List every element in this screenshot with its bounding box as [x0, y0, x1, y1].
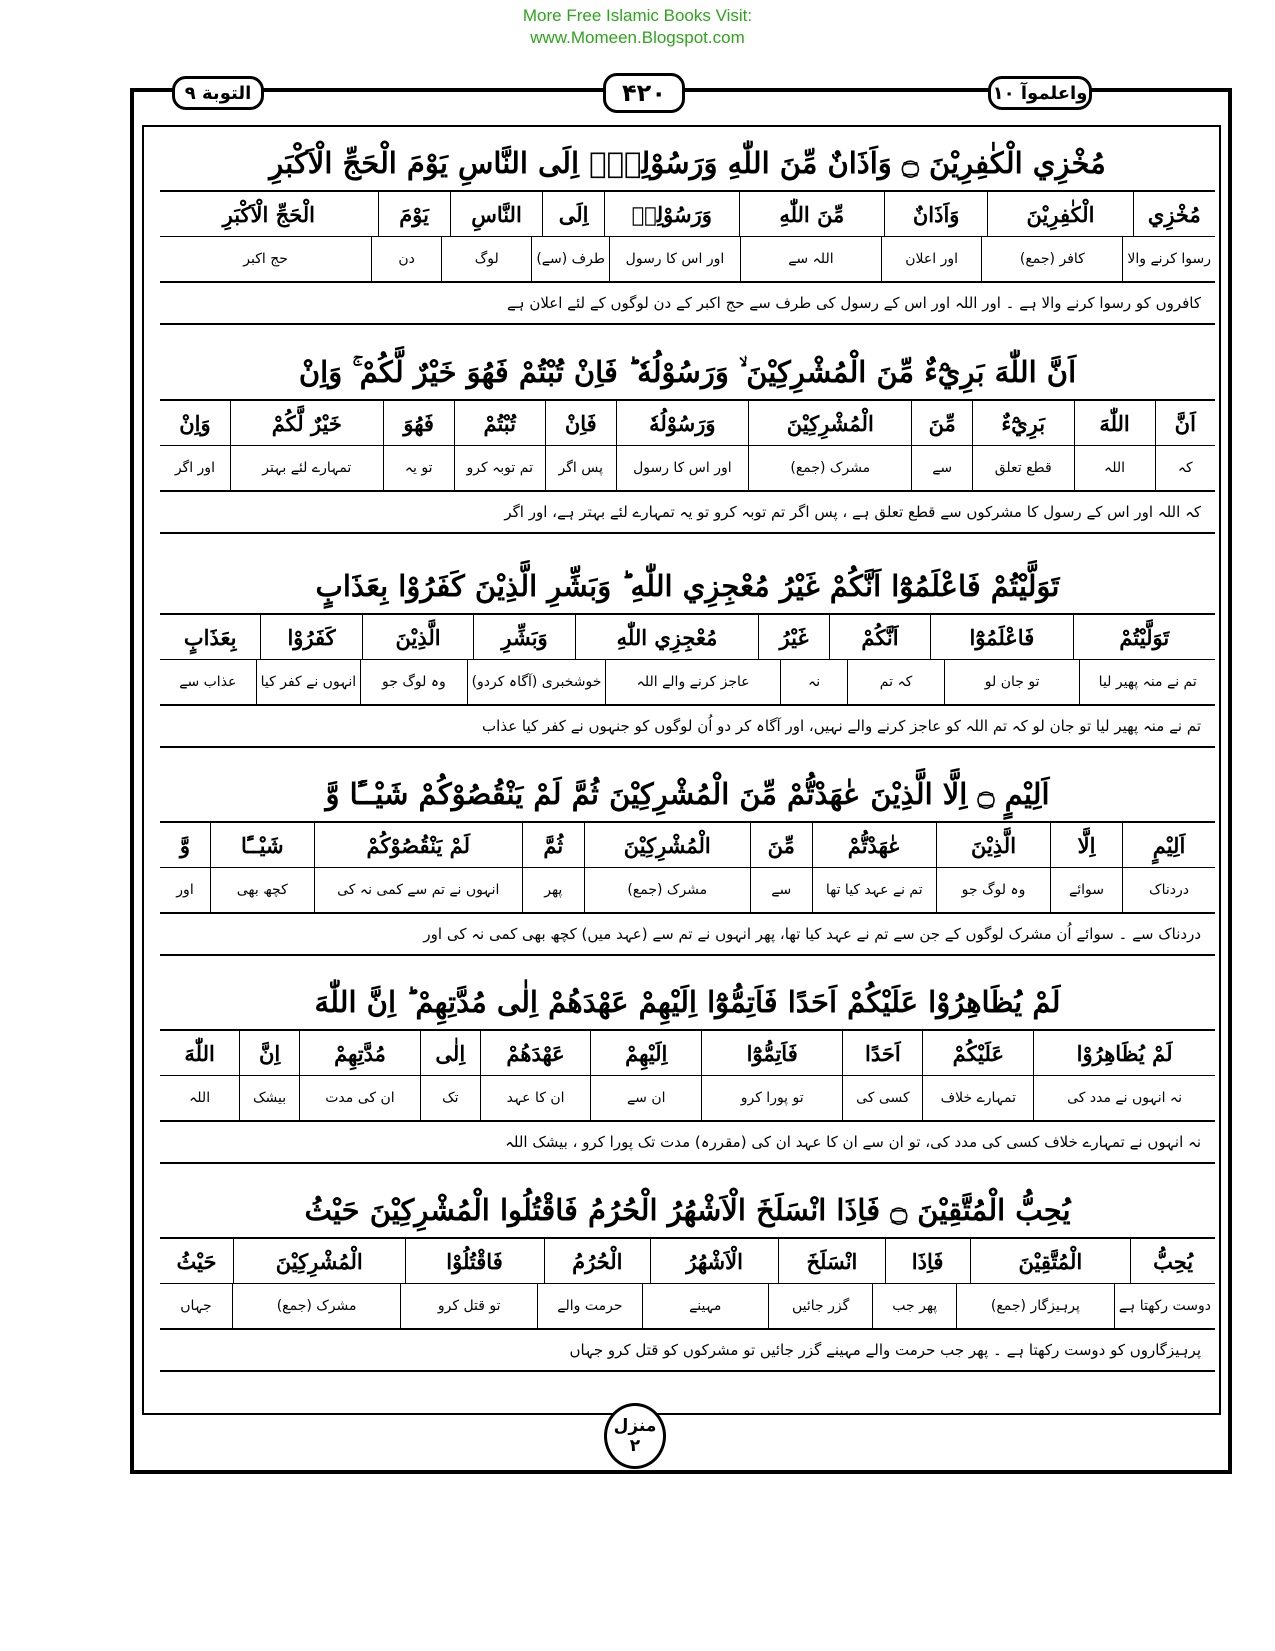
word-by-word-grid [160, 399, 1215, 492]
arabic-word-cell: مُخْزِي [1133, 192, 1215, 236]
arabic-word-cell: خَيْرٌ لَّكُمْ [230, 401, 383, 445]
verse-section [160, 136, 1215, 325]
urdu-meaning-cell: تو قتل کرو [400, 1284, 537, 1328]
word-by-word-grid [160, 613, 1215, 706]
urdu-meaning-cell: قطع تعلق [972, 446, 1074, 490]
arabic-word-cell: فَاِذَا [885, 1239, 970, 1283]
urdu-translation-line: نہ انہوں نے تمہارے خلاف کسی کی مدد کی، تو ان سے ان کا عہد ان کی (مقررہ) مدت تک پورا کرو ، بیشک اللہ [160, 1122, 1215, 1164]
word-by-word-grid [160, 1237, 1215, 1330]
urdu-meaning-cell: مہینے [642, 1284, 768, 1328]
urdu-meaning-cell: مشرک (جمع) [748, 446, 911, 490]
arabic-word-cell: وَبَشِّرِ [473, 615, 574, 659]
arabic-words-row [160, 1239, 1215, 1284]
urdu-meaning-cell: عاجز کرنے والے اللہ [605, 660, 780, 704]
urdu-meaning-cell: انہوں نے تم سے کمی نہ کی [314, 868, 523, 912]
manzil-label: منزل [613, 1416, 657, 1436]
urdu-meaning-cell: مشرک (جمع) [232, 1284, 401, 1328]
urdu-meaning-cell: کچھ بھی [210, 868, 314, 912]
para-label: واعلموآ ۱۰ [988, 76, 1092, 110]
urdu-meaning-cell: تو جان لو [944, 660, 1080, 704]
urdu-meaning-cell: گزر جائیں [768, 1284, 873, 1328]
urdu-translation-line: کہ اللہ اور اس کے رسول کا مشرکوں سے قطع تعلق ہے ، پس اگر تم توبہ کرو تو یہ تمہارے لئے بہتر ہے، اور اگر [160, 492, 1215, 534]
urdu-meaning-cell: اللہ سے [740, 237, 881, 281]
arabic-verse-line: اَنَّ اللّٰهَ بَرِيْٓءٌ مِّنَ الْمُشْرِكِيْنَ ۙ وَرَسُوْلُهٗ ؕ فَاِنْ تُبْتُمْ فَهُوَ خَيْرٌ لَّكُمْ ۚ وَاِنْ [298, 354, 1077, 389]
arabic-word-cell: اِلٰى [420, 1031, 480, 1075]
arabic-word-cell: اِلَّا [1050, 823, 1122, 867]
urdu-translation-line: پرہیزگاروں کو دوست رکھتا ہے ۔ پھر جب حرمت والے مہینے گزر جائیں تو مشرکوں کو قتل کرو جہاں [160, 1330, 1215, 1372]
arabic-verse-line: مُخْزِي الْكٰفِرِيْنَ ۝ وَاَذَانٌ مِّنَ اللّٰهِ وَرَسُوْلِهٖٓ اِلَى النَّاسِ يَوْمَ الْحَجِّ الْاَكْبَرِ [269, 146, 1106, 180]
arabic-word-cell: عَلَيْكُمْ [922, 1031, 1033, 1075]
urdu-meaning-cell: ان کا عہد [480, 1076, 591, 1120]
page-number: ۴۲۰ [603, 73, 685, 113]
arabic-word-cell: الْمُتَّقِيْنَ [970, 1239, 1131, 1283]
urdu-meaning-cell: تم نے منہ پھیر لیا [1079, 660, 1215, 704]
word-by-word-grid [160, 821, 1215, 914]
word-by-word-grid [160, 190, 1215, 283]
arabic-word-cell: وَرَسُوْلُهٗ [616, 401, 748, 445]
arabic-word-cell: الْحَجِّ الْاَكْبَرِ [222, 201, 315, 227]
urdu-translation-line: تم نے منہ پھیر لیا تو جان لو کہ تم اللہ کو عاجز کرنے والے نہیں، اور آگاہ کر دو اُن لوگوں کو جنہوں نے کفر کیا عذاب [160, 706, 1215, 748]
arabic-word-cell: بِعَذَابٍ [183, 624, 237, 650]
urdu-meaning-cell: وہ لوگ جو [360, 660, 466, 704]
urdu-translation-line: دردناک سے ۔ سوائے اُن مشرک لوگوں کے جن سے تم نے عہد کیا تھا، پھر انہوں نے تم سے (عہد میں) کچھ بھی کمی نہ کی اور [160, 914, 1215, 956]
arabic-word-cell: الْمُشْرِكِيْنَ [233, 1239, 405, 1283]
arabic-word-cell: اللّٰهَ [1074, 401, 1155, 445]
arabic-word-cell: مِّنَ اللّٰهِ [739, 192, 884, 236]
urdu-meanings-row [160, 1284, 1215, 1328]
arabic-word-cell: اِنَّ [239, 1031, 299, 1075]
urdu-meaning-cell: تو پورا کرو [701, 1076, 842, 1120]
urdu-meanings-row [160, 868, 1215, 912]
urdu-meaning-cell: ان کی مدت [299, 1076, 420, 1120]
arabic-word-cell: انْسَلَخَ [778, 1239, 885, 1283]
arabic-word-cell: تُبْتُمْ [454, 401, 545, 445]
verse-section [160, 345, 1215, 534]
urdu-meaning-cell: وہ لوگ جو [936, 868, 1050, 912]
arabic-word-cell: تَوَلَّيْتُمْ [1073, 615, 1215, 659]
arabic-word-cell: يَوْمَ [378, 192, 450, 236]
arabic-word-cell: الْكٰفِرِيْنَ [987, 192, 1132, 236]
urdu-meaning-cell: اور اگر [174, 460, 215, 476]
arabic-words-row [160, 401, 1215, 446]
verse-section [160, 767, 1215, 956]
arabic-word-cell: اَنَّكُمْ [829, 615, 930, 659]
urdu-meaning-cell: تم توبہ کرو [454, 446, 545, 490]
arabic-word-cell: حَيْثُ [176, 1248, 217, 1274]
arabic-words-row [160, 1031, 1215, 1076]
arabic-word-cell: لَمْ يُظَاهِرُوْا [1033, 1031, 1215, 1075]
arabic-word-cell: اللّٰهَ [184, 1040, 215, 1066]
verse-section [160, 975, 1215, 1164]
urdu-meaning-cell: اللہ [189, 1090, 211, 1106]
arabic-word-cell: عَهْدَهُمْ [480, 1031, 591, 1075]
arabic-word-cell: وَاِنْ [179, 410, 211, 436]
arabic-word-cell: وَاَذَانٌ [884, 192, 987, 236]
urdu-meaning-cell: کہ تم [847, 660, 944, 704]
arabic-word-cell: الْحُرُمُ [544, 1239, 651, 1283]
urdu-meaning-cell: حرمت والے [537, 1284, 642, 1328]
arabic-word-cell: الَّذِيْنَ [936, 823, 1050, 867]
watermark-line-2: www.Momeen.Blogspot.com [530, 28, 745, 47]
urdu-meaning-cell: تمہارے خلاف [922, 1076, 1033, 1120]
arabic-word-cell: يُحِبُّ [1130, 1239, 1215, 1283]
urdu-meaning-cell: دوست رکھتا ہے [1114, 1284, 1215, 1328]
arabic-word-cell: مِّنَ [911, 401, 971, 445]
arabic-words-row [160, 823, 1215, 868]
urdu-meaning-cell: سے [911, 446, 971, 490]
urdu-meaning-cell: انہوں نے کفر کیا [256, 660, 361, 704]
arabic-word-cell: كَفَرُوْا [260, 615, 361, 659]
arabic-word-cell: اِلَى [542, 192, 603, 236]
urdu-meaning-cell: ان سے [590, 1076, 701, 1120]
urdu-meaning-cell: اور اعلان [881, 237, 981, 281]
urdu-meaning-cell: کسی کی [842, 1076, 922, 1120]
urdu-meaning-cell: پھر [522, 868, 584, 912]
arabic-word-cell: لَمْ يَنْقُصُوْكُمْ [314, 823, 523, 867]
urdu-meaning-cell: تم نے عہد کیا تھا [812, 868, 937, 912]
urdu-meaning-cell: عذاب سے [179, 674, 237, 690]
urdu-meaning-cell: سے [750, 868, 812, 912]
urdu-meaning-cell: سوائے [1050, 868, 1122, 912]
urdu-meaning-cell: لوگ [441, 237, 531, 281]
urdu-meaning-cell: پھر جب [872, 1284, 955, 1328]
urdu-meaning-cell: پس اگر [545, 446, 616, 490]
arabic-word-cell: فَاِنْ [545, 401, 616, 445]
arabic-word-cell: فَاَتِمُّوْٓا [701, 1031, 842, 1075]
urdu-meaning-cell: حج اکبر [243, 251, 288, 267]
arabic-word-cell: الَّذِيْنَ [362, 615, 474, 659]
arabic-word-cell: وَّ [179, 832, 191, 858]
arabic-word-cell: شَيْــًٔا [210, 823, 314, 867]
arabic-word-cell: اَحَدًا [842, 1031, 922, 1075]
arabic-word-cell: مُدَّتِهِمْ [299, 1031, 420, 1075]
arabic-word-cell: اِلَيْهِمْ [590, 1031, 701, 1075]
word-by-word-grid [160, 1029, 1215, 1122]
urdu-meaning-cell: دن [371, 237, 441, 281]
urdu-meaning-cell: رسوا کرنے والا [1122, 237, 1215, 281]
urdu-meaning-cell: پرہیزگار (جمع) [956, 1284, 1114, 1328]
urdu-meaning-cell: اللہ [1074, 446, 1155, 490]
urdu-meaning-cell: طرف (سے) [531, 237, 609, 281]
arabic-word-cell: اَلِيْمٍ [1122, 823, 1215, 867]
arabic-word-cell: اَنَّ [1155, 401, 1215, 445]
arabic-word-cell: الْمُشْرِكِيْنَ [748, 401, 911, 445]
manzil-badge [604, 1403, 666, 1469]
arabic-word-cell: فَاقْتُلُوْا [405, 1239, 544, 1283]
urdu-meaning-cell: نہ [780, 660, 847, 704]
urdu-meaning-cell: تو یہ [383, 446, 454, 490]
arabic-word-cell: فَهُوَ [383, 401, 454, 445]
arabic-verse-line: لَمْ يُظَاهِرُوْا عَلَيْكُمْ اَحَدًا فَاَتِمُّوْٓا اِلَيْهِمْ عَهْدَهُمْ اِلٰى مُدَّتِهِمْ ؕ اِنَّ اللّٰهَ [314, 985, 1061, 1019]
urdu-meanings-row [160, 660, 1215, 704]
urdu-meaning-cell: خوشخبری (آگاہ کردو) [467, 660, 606, 704]
verse-section [160, 559, 1215, 748]
urdu-translation-line: کافروں کو رسوا کرنے والا ہے ۔ اور اللہ اور اس کے رسول کی طرف سے حج اکبر کے دن لوگوں کے لئے اعلان ہے [160, 283, 1215, 325]
arabic-word-cell: فَاعْلَمُوْٓا [930, 615, 1072, 659]
urdu-meaning-cell: دردناک [1122, 868, 1215, 912]
arabic-word-cell: مُعْجِزِي اللّٰهِ [575, 615, 758, 659]
arabic-word-cell: الْمُشْرِكِيْنَ [584, 823, 751, 867]
urdu-meaning-cell: تمہارے لئے بہتر [230, 446, 383, 490]
arabic-verse-line: يُحِبُّ الْمُتَّقِيْنَ ۝ فَاِذَا انْسَلَخَ الْاَشْهُرُ الْحُرُمُ فَاقْتُلُوا الْمُشْرِكِيْنَ حَيْثُ [304, 1193, 1071, 1227]
urdu-meaning-cell: کہ [1155, 446, 1215, 490]
arabic-verse-line: تَوَلَّيْتُمْ فَاعْلَمُوْٓا اَنَّكُمْ غَيْرُ مُعْجِزِي اللّٰهِ ؕ وَبَشِّرِ الَّذِيْنَ كَفَرُوْا بِعَذَابٍ [315, 569, 1060, 603]
urdu-meaning-cell: مشرک (جمع) [584, 868, 751, 912]
arabic-verse-line: اَلِيْمٍ ۝ اِلَّا الَّذِيْنَ عٰهَدْتُّمْ مِّنَ الْمُشْرِكِيْنَ ثُمَّ لَمْ يَنْقُصُوْكُمْ شَيْــًٔا وَّ [325, 777, 1050, 811]
urdu-meaning-cell: اور اس کا رسول [616, 446, 748, 490]
arabic-word-cell: الْاَشْهُرُ [650, 1239, 778, 1283]
urdu-meanings-row [160, 1076, 1215, 1120]
arabic-word-cell: وَرَسُوْلِهٖ [604, 192, 739, 236]
arabic-word-cell: مِّنَ [750, 823, 812, 867]
urdu-meaning-cell: کافر (جمع) [981, 237, 1122, 281]
urdu-meaning-cell: بیشک [239, 1076, 299, 1120]
manzil-number: ۲ [629, 1436, 641, 1456]
urdu-meaning-cell: جہاں [180, 1298, 212, 1314]
arabic-word-cell: غَيْرُ [758, 615, 829, 659]
urdu-meaning-cell: نہ انہوں نے مدد کی [1033, 1076, 1215, 1120]
verse-section [160, 1183, 1215, 1372]
urdu-meanings-row [160, 237, 1215, 281]
arabic-words-row [160, 615, 1215, 660]
urdu-meaning-cell: اور اس کا رسول [609, 237, 740, 281]
arabic-word-cell: النَّاسِ [450, 192, 543, 236]
arabic-word-cell: بَرِيْٓءٌ [972, 401, 1074, 445]
arabic-words-row [160, 192, 1215, 237]
urdu-meanings-row [160, 446, 1215, 490]
surah-label: التوبة ۹ [172, 76, 264, 110]
arabic-word-cell: عٰهَدْتُّمْ [812, 823, 937, 867]
watermark-line-1: More Free Islamic Books Visit: [522, 6, 753, 25]
urdu-meaning-cell: اور [176, 882, 194, 898]
arabic-word-cell: ثُمَّ [522, 823, 584, 867]
urdu-meaning-cell: تک [420, 1076, 480, 1120]
